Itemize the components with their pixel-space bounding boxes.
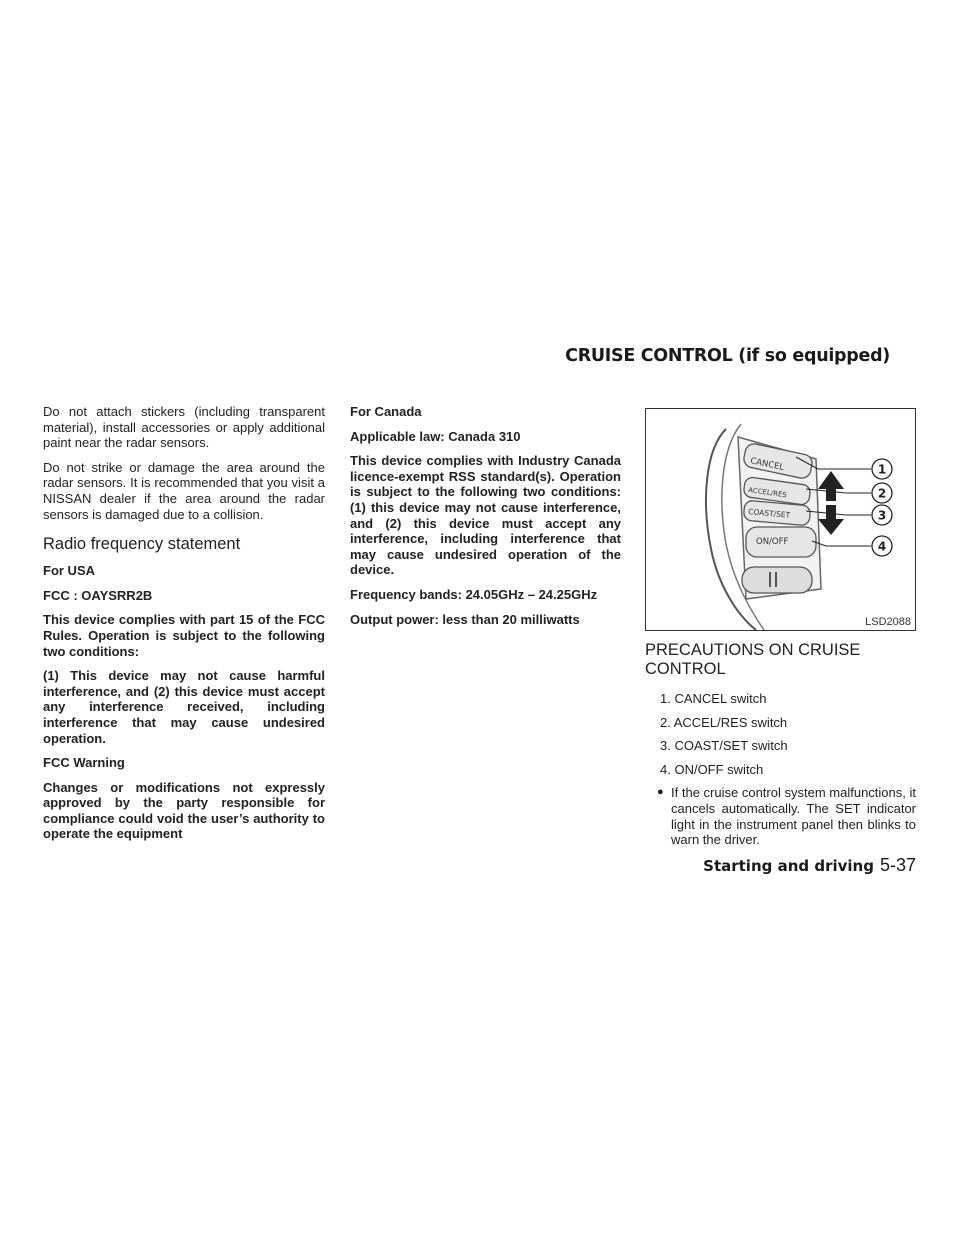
list-item: 3. COAST/SET switch xyxy=(660,738,788,754)
list-item: 2. ACCEL/RES switch xyxy=(660,714,788,730)
applicable-law: Applicable law: Canada 310 xyxy=(350,428,521,444)
footer-section: Starting and driving xyxy=(703,857,874,875)
list-item: 1. CANCEL switch xyxy=(660,691,767,706)
figure-code: LSD2088 xyxy=(865,616,911,628)
label-coast-set: COAST/SET xyxy=(747,507,791,520)
page-number: 5-37 xyxy=(879,855,916,875)
section-title: CRUISE CONTROL (if so equipped) xyxy=(565,346,890,366)
left-column xyxy=(43,404,325,851)
steering-wheel-switch-illustration xyxy=(646,409,915,630)
canada-label: For Canada xyxy=(350,404,422,419)
callout-3: 3 xyxy=(877,508,887,523)
middle-column xyxy=(350,404,621,636)
callout-1: 1 xyxy=(877,462,887,477)
switch-list xyxy=(645,691,916,777)
bullet-icon: ● xyxy=(657,786,664,799)
usa-label: For USA xyxy=(43,563,95,579)
fcc-warning-text: Changes or modifications not expressly approved by the party responsible for compliance could void the user’s authority to operate the equipment xyxy=(43,779,325,842)
fcc-compliance: This device complies with part 15 of the FCC Rules. Operation is subject to the following two conditions: xyxy=(43,612,325,659)
list-item: 4. ON/OFF switch xyxy=(660,761,764,777)
paragraph-stickers: Do not attach stickers (including transparent material), install accessories or apply additional paint near the radar sensors. xyxy=(43,404,325,451)
page-footer xyxy=(703,855,916,876)
callout-2: 2 xyxy=(877,486,887,501)
heading-radio-frequency: Radio frequency statement xyxy=(43,535,241,554)
output-power: Output power: less than 20 milliwatts xyxy=(350,611,580,627)
fcc-warning-label: FCC Warning xyxy=(43,755,125,771)
steering-switch-figure xyxy=(645,408,916,631)
bullet-text: If the cruise control system malfunctions, it cancels automatically. The SET indicator light in the instrument panel then blinks to warn the driver. xyxy=(671,785,916,848)
fcc-id: FCC : OAYSRR2B xyxy=(43,587,153,603)
heading-precautions: PRECAUTIONS ON CRUISE CONTROL xyxy=(645,641,861,678)
callout-4: 4 xyxy=(877,539,887,554)
frequency-bands: Frequency bands: 24.05GHz – 24.25GHz xyxy=(350,586,598,602)
label-accel-res: ACCEL/RES xyxy=(747,486,788,500)
label-on-off: ON/OFF xyxy=(756,537,789,547)
malfunction-bullet xyxy=(645,785,916,847)
paragraph-damage: Do not strike or damage the area around the radar sensors. It is recommended that you visit a NISSAN dealer if the area around the radar sensors is damaged due to a collision. xyxy=(43,459,325,522)
label-cancel: CANCEL xyxy=(749,456,785,474)
fcc-conditions: (1) This device may not cause harmful interference, and (2) this device must accept any interference received, including interference that may cause undesired operation. xyxy=(43,668,325,746)
canada-compliance: This device complies with Industry Canada licence-exempt RSS standard(s). Operation is subject to the following two conditions: (1) this device may not cause interference, and (2) this device must accept any interference, including interference that may cause undesired operation of the device. xyxy=(350,453,621,578)
right-column xyxy=(645,406,916,848)
